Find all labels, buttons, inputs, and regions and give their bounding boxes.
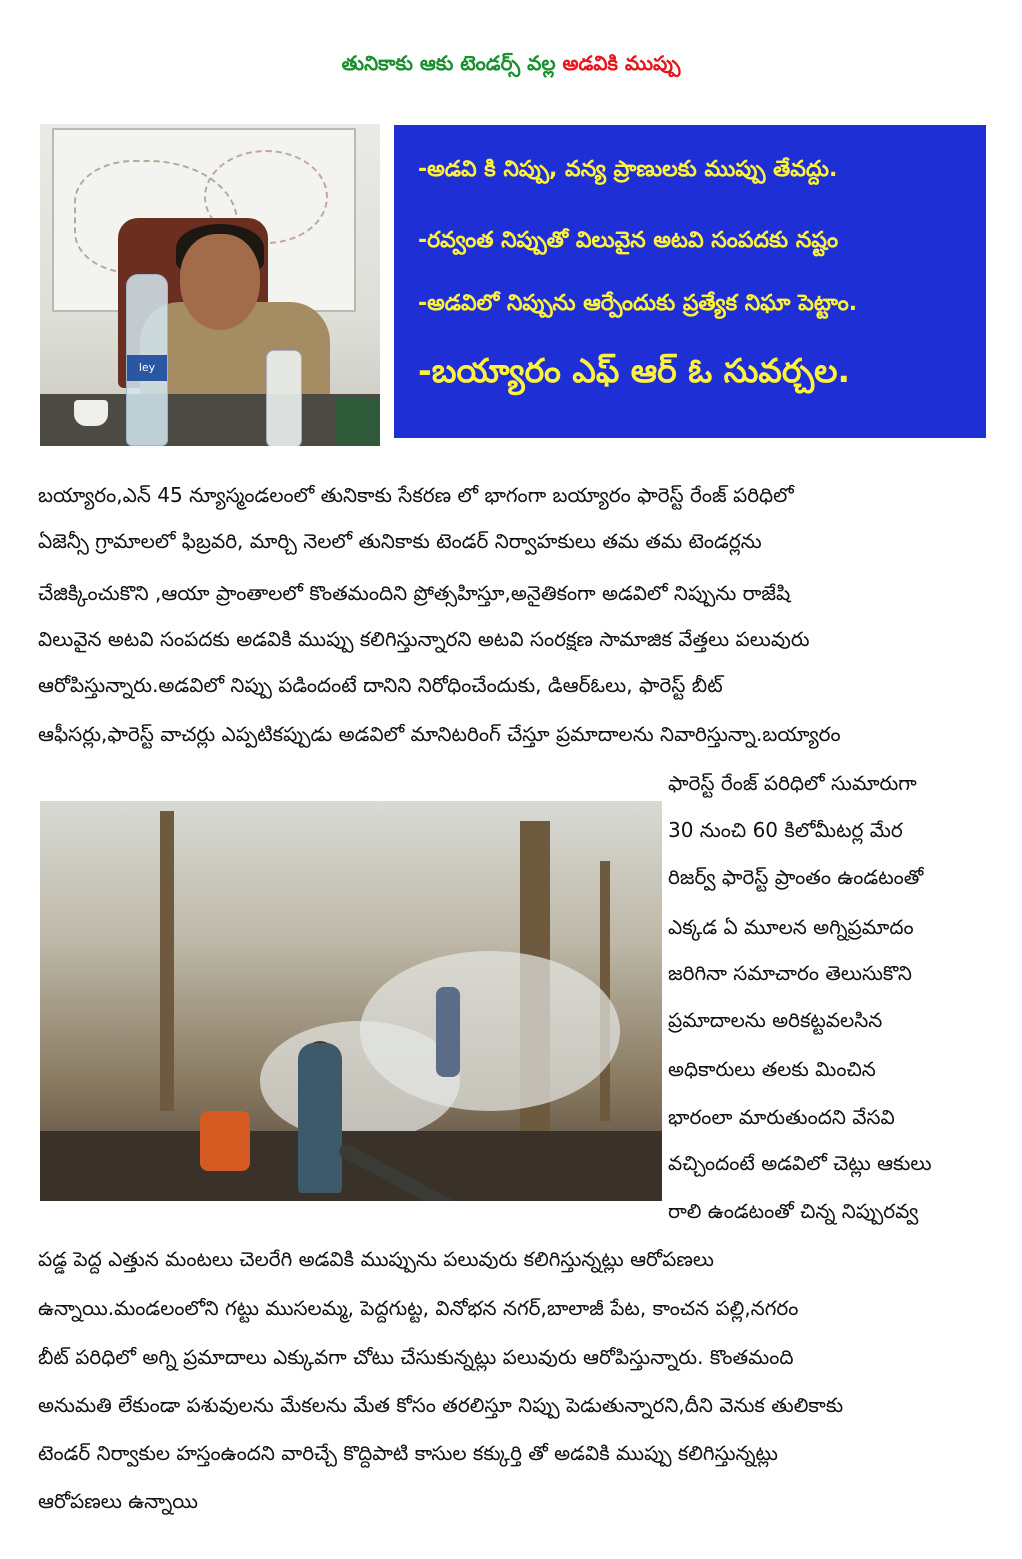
sanitizer-bottle	[266, 350, 302, 446]
smoke	[260, 1021, 460, 1141]
highlights-box	[394, 125, 986, 438]
officer-face	[180, 234, 260, 330]
leaf-blower	[200, 1111, 250, 1171]
article-line: విలువైన అటవి సంపదకు అడవికి ముప్పు కలిగిస్తున్నారని అటవి సంరక్షణ సామాజిక వేత్తలు పలువురు	[38, 627, 810, 651]
article-line: చేజిక్కించుకొని ,ఆయా ప్రాంతాలలో కొంతమందిని ప్రోత్సహిస్తూ,అనైతికంగా అడవిలో నిప్పును రాజేషి	[38, 581, 791, 605]
bottle-label-text: ley	[138, 361, 156, 374]
article-line: ఉన్నాయి.మండలంలోని గట్టు ముసలమ్మ, పెద్దగుట్ట, వినోభన నగర్,బాలాజీ పేట, కాంచన పల్లి,నగరం	[38, 1296, 799, 1320]
article-line: అధికారులు తలకు మించిన	[668, 1057, 876, 1081]
headline-part-red: అడవికి ముప్పు	[562, 51, 681, 75]
desk-book	[336, 398, 380, 446]
article-line: రిజర్వ్ ఫారెస్ట్ ప్రాంతం ఉండటంతో	[668, 865, 924, 889]
article-line: ఆఫీసర్లు,ఫారెస్ట్ వాచర్లు ఎప్పటికప్పుడు అడవిలో మానిటరింగ్ చేస్తూ ప్రమాదాలను నివారిస్తున్నా.బయ్యారం	[38, 722, 841, 746]
tea-cup	[74, 400, 108, 426]
article-line: జరిగినా సమాచారం తెలుసుకొని	[668, 961, 912, 985]
forest-worker	[436, 987, 460, 1077]
article-line: ఫారెస్ట్ రేంజ్ పరిధిలో సుమారుగా	[668, 771, 917, 795]
bottle-label	[127, 355, 167, 381]
highlight-point-1: -అడవి కి నిప్పు, వన్య ప్రాణులకు ముప్పు తేవద్దు.	[418, 157, 838, 182]
article-line: ఆరోపిస్తున్నారు.అడవిలో నిప్పు పడిందంటే దానిని నిరోధించేందుకు, డిఆర్ఓలు, ఫారెస్ట్ బీట్	[38, 673, 723, 697]
forest-worker	[298, 1043, 342, 1193]
article-line: టెండర్ నిర్వాకుల హస్తంఉందని వారిచ్చే కొద్దిపాటి కాసుల కక్కుర్తి తో అడవికి ముప్పు కలిగిస్తున్నట్లు	[38, 1441, 778, 1465]
article-line: ప్రమాదాలను అరికట్టవలసిన	[668, 1008, 883, 1032]
burnt-ground	[40, 1131, 662, 1201]
highlight-point-3: -అడవిలో నిప్పును ఆర్పేందుకు ప్రత్యేక నిఘా పెట్టాం.	[418, 291, 858, 316]
article-line: పడ్డ పెద్ద ఎత్తున మంటలు చెలరేగి అడవికి ముప్పును పలువురు కలిగిస్తున్నట్లు ఆరోపణలు	[38, 1247, 714, 1271]
headline-part-green: తునికాకు ఆకు టెండర్స్ వల్ల	[341, 51, 556, 75]
article-line: అనుమతి లేకుండా పశువులను మేకలను మేత కోసం తరలిస్తూ నిప్పు పెడుతున్నారని,దీని వెనుక తులికాకు	[38, 1393, 844, 1417]
highlight-point-4: -బయ్యారం ఎఫ్ ఆర్ ఓ సువర్చల.	[418, 351, 851, 390]
article-line: ఆరోపణలు ఉన్నాయి	[38, 1489, 198, 1513]
officer-photo	[40, 124, 380, 446]
article-line: బీట్ పరిధిలో అగ్ని ప్రమాదాలు ఎక్కువగా చోటు చేసుకున్నట్లు పలువురు ఆరోపిస్తున్నారు. కొంతమంది	[38, 1345, 794, 1369]
article-line: ఏజెన్సీ గ్రామాలలో ఫిబ్రవరి, మార్చి నెలలో తునికాకు టెండర్ నిర్వాహకులు తమ తమ టెండర్లను	[38, 529, 762, 553]
article-line: బయ్యారం,ఎన్ 45 న్యూస్మండలంలో తునికాకు సేకరణ లో భాగంగా బయ్యారం ఫారెస్ట్ రేంజ్ పరిధిలో	[38, 483, 794, 507]
forest-fire-photo	[40, 801, 662, 1201]
tree-trunk	[160, 811, 174, 1111]
article-line: 30 నుంచి 60 కిలోమీటర్ల మేర	[668, 818, 903, 842]
article-line: రాలి ఉండటంతో చిన్న నిప్పురవ్వ	[668, 1199, 919, 1223]
article-line: వచ్చిందంటే అడవిలో చెట్లు ఆకులు	[668, 1151, 932, 1175]
article-line: భారంలా మారుతుందని వేసవి	[668, 1105, 895, 1129]
article-line: ఎక్కడ ఏ మూలన అగ్నిప్రమాదం	[668, 915, 914, 939]
headline	[0, 18, 1022, 108]
highlight-point-2: -రవ్వంత నిప్పుతో విలువైన అటవి సంపదకు నష్టం	[418, 228, 839, 253]
water-bottle	[126, 274, 168, 446]
